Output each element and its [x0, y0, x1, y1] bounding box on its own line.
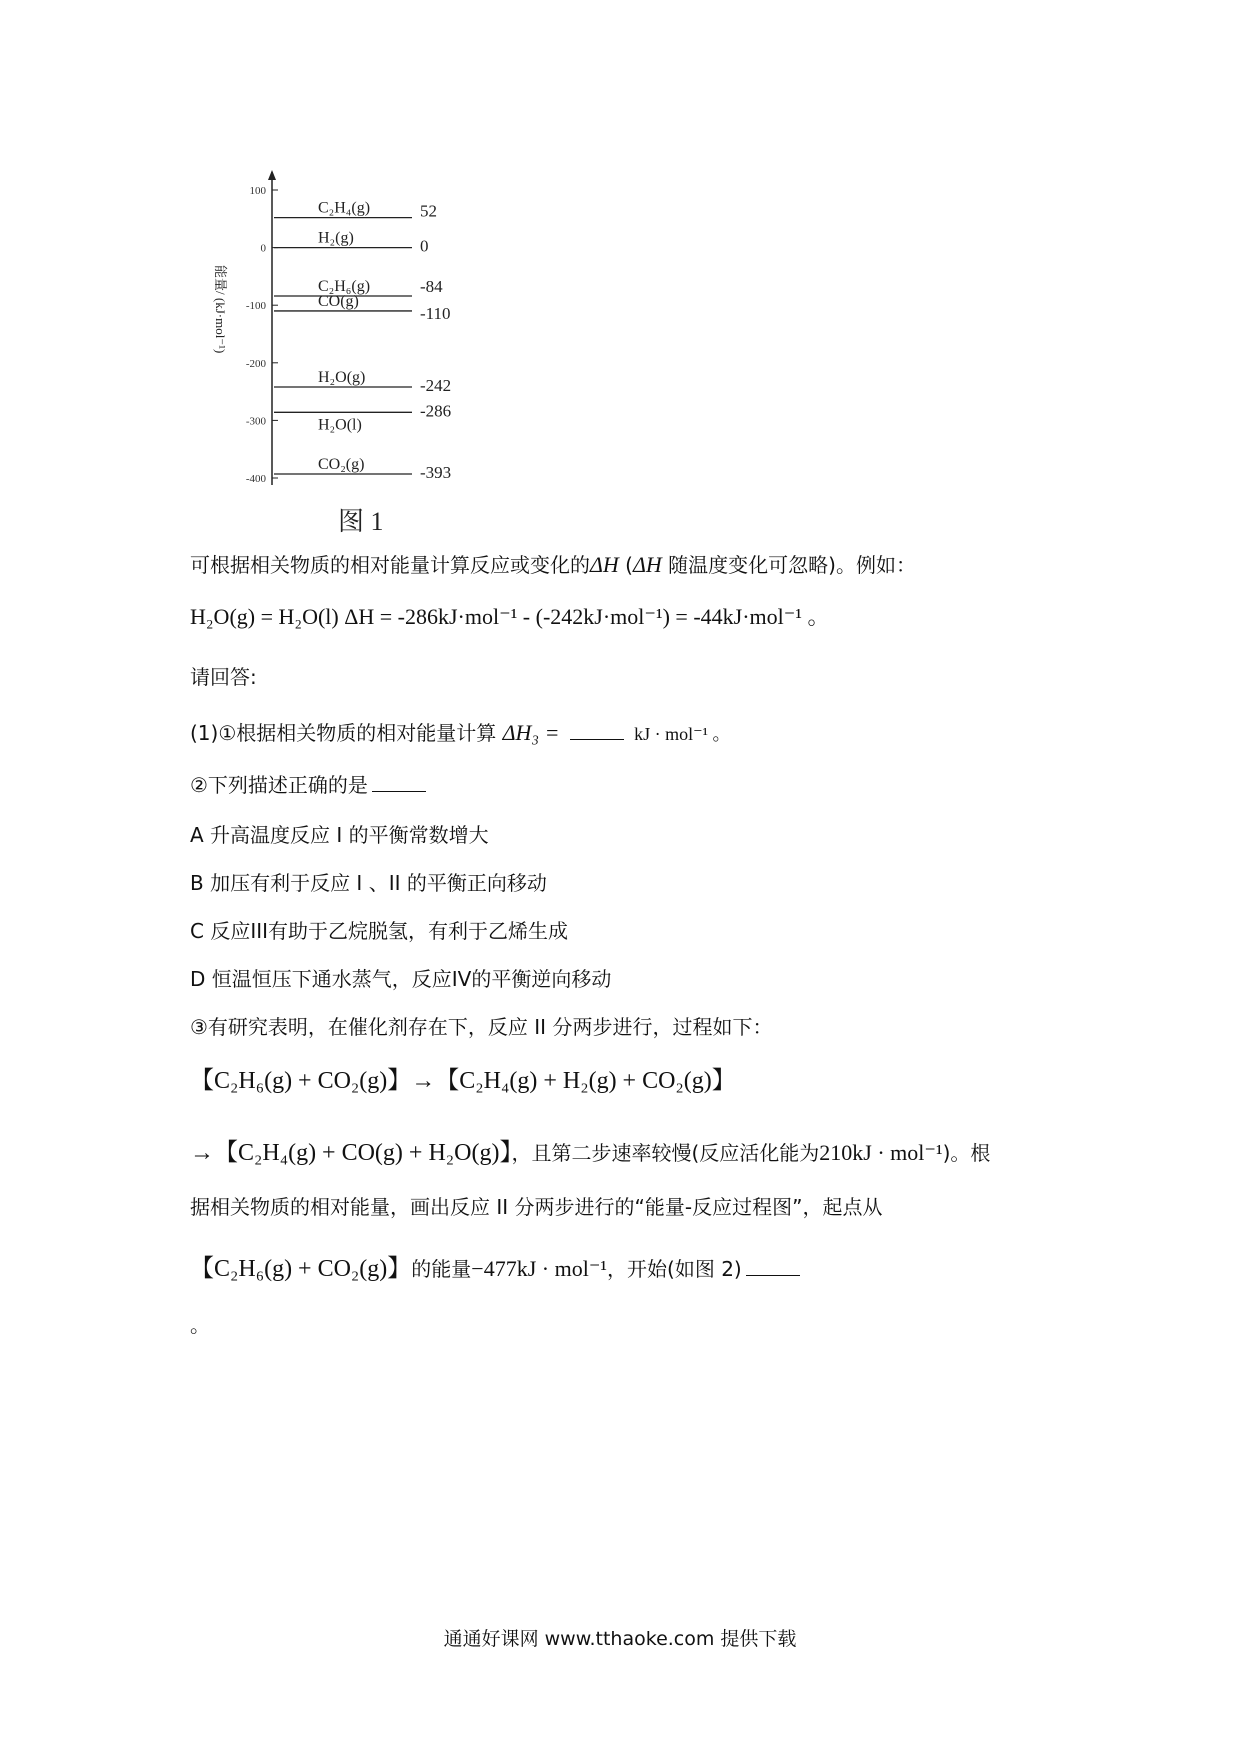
energy-value-label: -110 [420, 303, 451, 323]
option-b: B 加压有利于反应 I 、II 的平衡正向移动 [190, 871, 547, 895]
species-label: C₂H₆(g) [318, 277, 371, 295]
intro-line [190, 550, 916, 580]
species-label: CO₂(g) [318, 455, 365, 473]
step2-equation: →【C₂H₄(g) + CO(g) + H₂O(g)】 [190, 1140, 512, 1166]
intro-rest: 随温度变化可忽略)。例如： [661, 553, 916, 577]
energy-value-label: -84 [420, 276, 443, 296]
species-label: H₂O(g) [318, 368, 366, 386]
question-3: ③有研究表明，在催化剂存在下，反应 II 分两步进行，过程如下： [190, 1015, 773, 1039]
energy-value-label: -286 [420, 401, 452, 421]
y-axis-label: 能量/ (kJ·mol⁻¹) [213, 265, 228, 354]
step2-text: ，且第二步速率较慢(反应活化能为 [511, 1141, 820, 1165]
energy-value-label: -242 [420, 375, 452, 395]
step4-end: ，开始(如图 2) [607, 1257, 742, 1281]
y-tick-label: 100 [249, 185, 266, 197]
y-tick-label: -400 [245, 473, 266, 485]
q1-prefix: (1)①根据相关物质的相对能量计算 [190, 721, 497, 745]
q2-text: ②下列描述正确的是 [190, 773, 368, 797]
figure-caption: 图 1 [338, 507, 384, 536]
answer-blank-2[interactable] [372, 771, 426, 792]
species-label: CO(g) [318, 292, 359, 310]
answer-blank-3[interactable] [746, 1255, 800, 1276]
example-equation: H₂O(g) = H₂O(l) ΔH = -286kJ·mol⁻¹ - (-242kJ·mol⁻¹) = -44kJ·mol⁻¹ 。 [190, 604, 830, 629]
start-energy: −477kJ · mol⁻¹ [471, 1256, 608, 1281]
question-2 [190, 770, 430, 800]
species-label: H₂(g) [318, 229, 354, 247]
dh-symbol: ΔH [590, 552, 619, 577]
answer-blank-1[interactable] [570, 719, 624, 740]
y-tick-label: -200 [245, 357, 266, 370]
step2-line [190, 1138, 990, 1168]
energy-value-label: 52 [420, 201, 437, 221]
please-answer: 请回答: [190, 665, 257, 689]
energy-diagram-svg [190, 170, 490, 540]
step2-end: )。根 [942, 1141, 991, 1165]
step1-equation: 【C₂H₆(g) + CO₂(g)】→【C₂H₄(g) + H₂(g) + CO₂(g)】 [190, 1068, 736, 1094]
footer-credit: 通通好课网 www.tthaoke.com 提供下载 [443, 1628, 797, 1650]
step4-text: 的能量 [411, 1257, 472, 1281]
energy-level-diagram [190, 170, 490, 540]
step4-equation: 【C₂H₆(g) + CO₂(g)】 [190, 1256, 412, 1282]
step3-line: 据相关物质的相对能量，画出反应 II 分两步进行的“能量-反应过程图”，起点从 [190, 1195, 883, 1219]
option-a: A 升高温度反应 I 的平衡常数增大 [190, 823, 489, 847]
y-tick-label: 0 [260, 242, 266, 255]
intro-text: 可根据相关物质的相对能量计算反应或变化的 [190, 553, 590, 577]
option-d: D 恒温恒压下通水蒸气，反应IV的平衡逆向移动 [190, 967, 612, 991]
species-label: C₂H₄(g) [318, 199, 371, 217]
dh-symbol-2: ΔH [632, 552, 662, 577]
energy-value-label: 0 [420, 236, 429, 256]
activation-energy: 210kJ · mol⁻¹ [819, 1140, 943, 1165]
q1-dh3: ΔH₃ = [502, 720, 560, 745]
step4-line [190, 1254, 804, 1284]
intro-paren: ( [618, 553, 633, 577]
option-c: C 反应III有助于乙烷脱氢，有利于乙烯生成 [190, 919, 569, 943]
species-label: H₂O(l) [318, 416, 362, 434]
q1-unit: kJ · mol⁻¹ 。 [634, 724, 731, 744]
question-1 [190, 718, 731, 749]
y-tick-label: -100 [245, 300, 266, 313]
energy-value-label: -393 [420, 462, 452, 482]
y-tick-label: -300 [245, 415, 266, 428]
closing-period: 。 [190, 1313, 210, 1337]
